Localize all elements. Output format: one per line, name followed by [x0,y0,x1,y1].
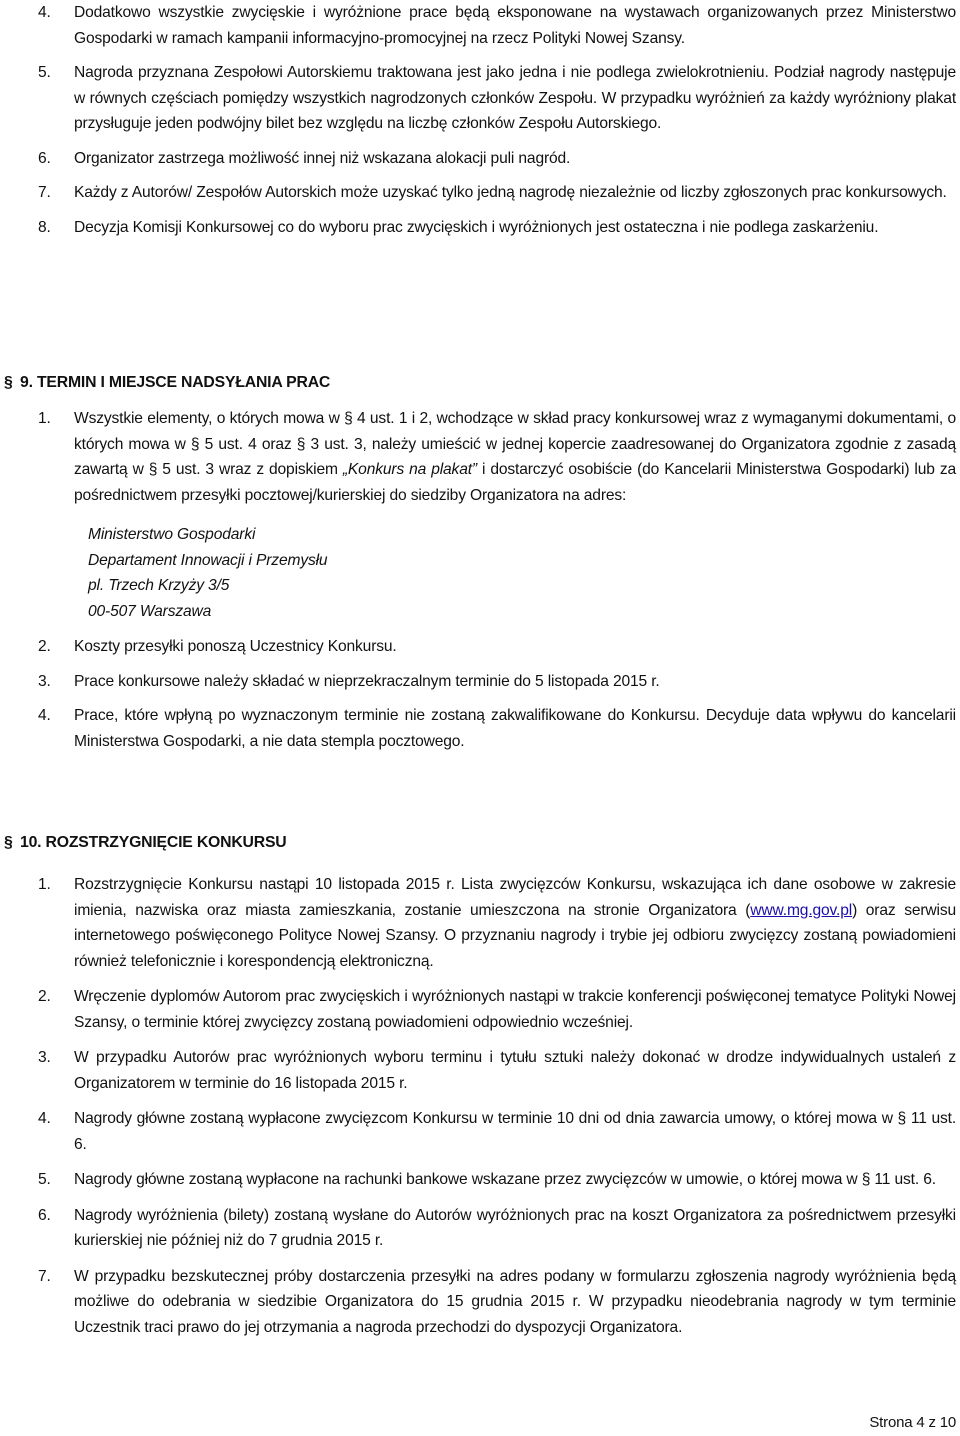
item-number: 8. [38,218,51,236]
section-title: 9. TERMIN I MIEJSCE NADSYŁANIA PRAC [20,374,331,391]
item-text: Dodatkowo wszystkie zwycięskie i wyróżnione prace będą eksponowane na wystawach organizowanych przez Ministerstwo Gospodarki w ramach kampanii informacyjno-promocyjnej na rzecz Polityki Nowej Szansy. [74,4,956,47]
item-text: Prace, które wpłyną po wyznaczonym terminie nie zostaną zakwalifikowane do Konkursu. Decyduje data wpływu do kancelarii Ministerstwa Gospodarki, a nie data stempla pocztowego. [74,707,956,750]
address-line: Ministerstwo Gospodarki [88,526,256,543]
list-item [0,60,960,137]
item-text-part: Wszystkie elementy, o których mowa w § 4 ust. 1 i 2, wchodzące w skład pracy konkursowej wraz z wymaganymi dokumentami, o których mowa w § 5 ust. 4 oraz § 3 ust. 3, należy umieścić w jednej kopercie zaadresowanej do Organizatora zgodnie z zasadą zawartą w § 5 ust. 3 wraz z dopiskiem [74,410,956,478]
address-line: 00-507 Warszawa [88,602,212,620]
item-number: 4. [38,1110,51,1127]
item-number: 2. [38,988,51,1005]
section-title: 10. ROZSTRZYGNIĘCIE KONKURSU [20,834,287,851]
list-item [0,180,960,206]
list-item [0,0,960,51]
item-text: Nagrody główne zostaną wypłacone na rachunki bankowe wskazane przez zwycięzców w umowie, o której mowa w § 11 ust. 6. [74,1171,936,1188]
list-item [0,669,960,695]
item-text-part: ) oraz serwisu internetowego poświęconego Polityce Nowej Szansy. O przyznaniu nagrody i trybie jej odbioru zwycięzcy zostaną powiadomieni również telefonicznie i korespondencją elektroniczną. [74,901,957,970]
item-text: Każdy z Autorów/ Zespołów Autorskich może uzyskać tylko jedną nagrodę niezależnie od liczby zgłoszonych prac konkursowych. [74,184,947,201]
list-item [0,215,960,241]
paragraph-sign: § [4,834,13,851]
page-number: Strona 4 z 10 [869,1414,956,1431]
list-item [0,1203,960,1254]
quoted-tag: „Konkurs na plakat” [342,461,477,478]
item-number: 3. [38,1049,51,1066]
list-item [0,146,960,172]
item-text: Nagrody wyróżnienia (bilety) zostaną wysłane do Autorów wyróżnionych prac na koszt Organizatora za pośrednictwem przesyłki kurierskiej nie później niż do 7 grudnia 2015 r. [74,1206,956,1249]
list-item [0,703,960,754]
item-number: 1. [38,876,51,893]
item-number: 5. [38,64,51,81]
list-item [0,406,960,508]
item-number: 4. [38,707,51,724]
item-text: Decyzja Komisji Konkursowej co do wyboru prac zwycięskich i wyróżnionych jest ostateczna i nie podlega zaskarżeniu. [74,218,879,236]
list-item [0,984,960,1035]
list-item [0,1167,960,1193]
section-9 [0,370,960,754]
list-item [0,1045,960,1096]
list-item [0,1264,960,1341]
address-line: Departament Innowacji i Przemysłu [88,551,328,569]
prizes-list [0,0,960,240]
item-number: 3. [38,672,51,690]
item-text: W przypadku bezskutecznej próby dostarczenia przesyłki na adres podany w formularzu zgłoszenia nagrody wyróżnienia będą możliwe do odebrania w siedzibie Organizatora do 15 grudnia 2015 r. W przypadku nieodebrania nagrody w tym terminie Uczestnik traci prawo do jej otrzymania a nagroda przechodzi do dyspozycji Organizatora. [74,1267,956,1336]
address-line: pl. Trzech Krzyży 3/5 [88,577,230,594]
paragraph-sign: § [4,374,13,391]
website-link[interactable]: www.mg.gov.pl [750,901,853,919]
item-number: 4. [38,4,51,21]
item-text: W przypadku Autorów prac wyróżnionych wyboru terminu i tytułu sztuki należy dokonać w drodze indywidualnych ustaleń z Organizatorem w terminie do 16 listopada 2015 r. [74,1049,956,1092]
item-text: Koszty przesyłki ponoszą Uczestnicy Konkursu. [74,638,397,655]
item-text-part: i dostarczyć osobiście (do Kancelarii Ministerstwa Gospodarki) lub za pośrednictwem przesyłki pocztowej/kurierskiej do siedziby Organizatora na adres: [74,461,956,504]
item-text-part: Rozstrzygnięcie Konkursu nastąpi 10 listopada 2015 r. Lista zwycięzców Konkursu, wskazująca ich dane osobowe w zakresie imienia, nazwiska oraz miasta zamieszkania, zostanie umieszczona na stronie Organizatora ( [74,876,956,919]
item-number: 6. [38,1206,51,1224]
item-number: 1. [38,410,51,427]
list-item [0,634,960,660]
item-text: Nagrody główne zostaną wypłacone zwycięzcom Konkursu w terminie 10 dni od dnia zawarcia umowy, o której mowa w § 11 ust. 6. [74,1110,956,1153]
list-item [0,1106,960,1157]
section-heading [0,370,960,396]
item-number: 7. [38,1267,51,1285]
section-heading [0,830,960,856]
item-number: 6. [38,149,51,167]
item-text: Nagroda przyznana Zespołowi Autorskiemu traktowana jest jako jedna i nie podlega zwielokrotnieniu. Podział nagrody następuje w równych częściach pomiędzy wszystkich nagrodzonych członków Zespołu. W przypadku wyróżnień za każdy wyróżniony plakat przysługuje jeden podwójny bilet bez względu na liczbę członków Zespołu Autorskiego. [74,64,956,132]
item-text: Organizator zastrzega możliwość innej niż wskazana alokacji puli nagród. [74,149,571,167]
item-number: 7. [38,184,51,201]
list-item [0,872,960,974]
item-number: 5. [38,1171,51,1188]
mailing-address [0,522,960,624]
section-10 [0,830,960,1340]
item-text: Prace konkursowe należy składać w nieprzekraczalnym terminie do 5 listopada 2015 r. [74,672,660,690]
item-number: 2. [38,638,51,655]
item-text: Wręczenie dyplomów Autorom prac zwycięskich i wyróżnionych nastąpi w trakcie konferencji poświęconej tematyce Polityki Nowej Szansy, o terminie której zwycięzcy zostaną powiadomieni odpowiednio wcześniej. [74,988,956,1031]
